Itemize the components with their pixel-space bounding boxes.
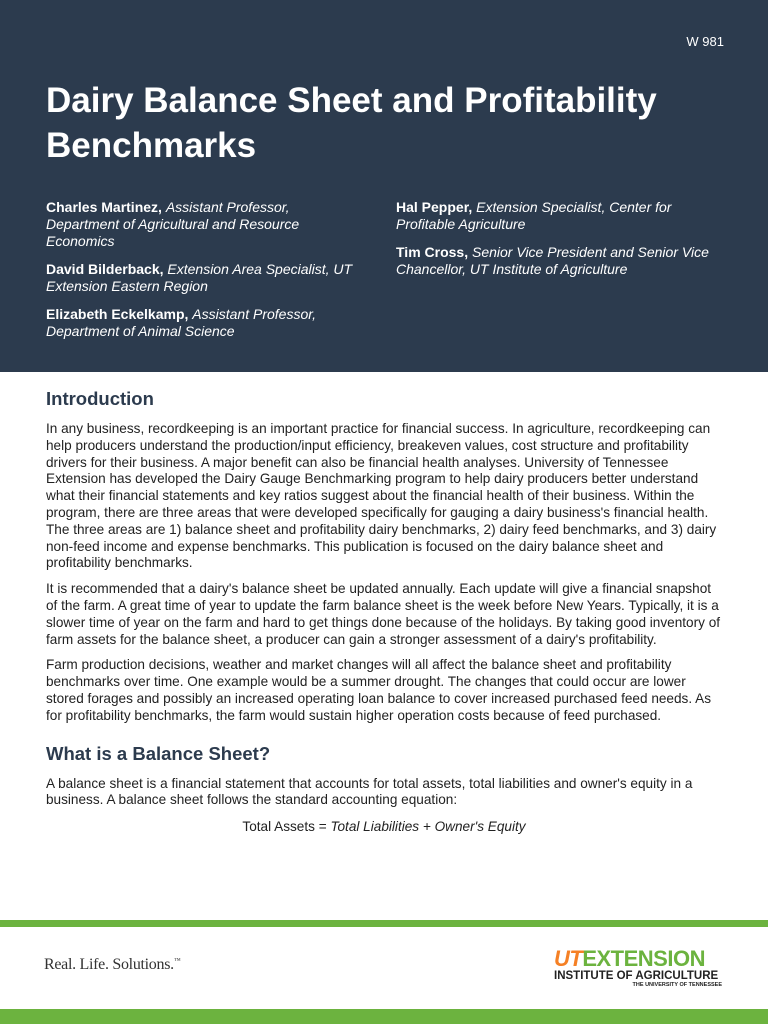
trademark-mark: ™	[173, 956, 181, 965]
author-name: Tim Cross,	[396, 244, 469, 260]
author-role: Assistant Professor, Department of Animal Science	[46, 306, 317, 339]
header-banner	[0, 0, 768, 372]
logo-university-text: THE UNIVERSITY OF TENNESSEE	[632, 982, 722, 988]
ut-extension-logo	[554, 948, 724, 989]
logo-institute-text: INSTITUTE OF AGRICULTURE	[554, 970, 719, 982]
tagline-text: Real. Life. Solutions.	[44, 956, 174, 973]
page-title: Dairy Balance Sheet and Profitability Benchmarks	[46, 81, 657, 165]
equation-left-side: Total Assets =	[242, 819, 331, 835]
author-entry	[46, 199, 366, 250]
logo-wordmark	[554, 948, 724, 970]
footer-tagline	[44, 956, 180, 974]
author-name: Charles Martinez,	[46, 199, 162, 215]
body-paragraph: It is recommended that a dairy's balance sheet be updated annually. Each update will give a financial snapshot of the farm. A great time of year to update the farm balance sheet is the week before New Years. Typically, it is a slower time of year on the farm and hard to get things done because of the holidays. By taking good inventory of farm assets for the balance sheet, a producer can gain a stronger assessment of a dairy's profitability.	[46, 581, 721, 647]
main-content	[46, 388, 722, 836]
author-role: Senior Vice President and Senior Vice Chancellor, UT Institute of Agriculture	[396, 244, 709, 277]
authors-right-column	[396, 199, 726, 289]
author-entry	[46, 306, 366, 340]
author-name: Hal Pepper,	[396, 199, 473, 215]
footer-green-bar	[0, 1009, 768, 1024]
body-paragraph: In any business, recordkeeping is an important practice for financial success. In agriculture, recordkeeping can help producers understand the production/input efficiency, breakeven values, cost structure and profitability drivers for their business. A major benefit can also be financial health analyses. University of Tennessee Extension has developed the Dairy Gauge Benchmarking program to help dairy producers better understand what their financial statements and key ratios suggest about the financial health of their business. Within the program, there are three areas that were developed specifically for gauging a dairy business's financial health. The three areas are 1) balance sheet and profitability dairy benchmarks, 2) dairy feed benchmarks, and 3) dairy non-feed income and expense benchmarks. This publication is focused on the dairy balance sheet and profitability benchmarks.	[46, 421, 717, 571]
footer-green-rule	[0, 920, 768, 927]
author-name: David Bilderback,	[46, 261, 164, 277]
accounting-equation	[46, 819, 722, 836]
author-entry	[396, 244, 726, 278]
author-role: Assistant Professor, Department of Agricultural and Resource Economics	[46, 199, 300, 249]
equation-right-side: Total Liabilities + Owner's Equity	[330, 819, 526, 835]
author-entry	[396, 199, 726, 233]
author-entry	[46, 261, 366, 295]
logo-extension-text: EXTENSION	[582, 946, 705, 971]
section-heading-balance-sheet: What is a Balance Sheet?	[46, 742, 271, 764]
section-heading-introduction: Introduction	[46, 388, 154, 409]
author-name: Elizabeth Eckelkamp,	[46, 306, 189, 322]
author-role: Extension Area Specialist, UT Extension Eastern Region	[46, 261, 353, 294]
logo-ut-mark: UT	[554, 946, 583, 971]
author-role: Extension Specialist, Center for Profitable Agriculture	[396, 199, 672, 232]
body-paragraph: A balance sheet is a financial statement that accounts for total assets, total liabilities and owner's equity in a business. A balance sheet follows the standard accounting equation:	[46, 775, 693, 808]
document-code: W 981	[686, 34, 724, 49]
authors-left-column	[46, 199, 366, 351]
body-paragraph: Farm production decisions, weather and market changes will all affect the balance sheet and profitability benchmarks over time. One example would be a summer drought. The changes that could occur are lower stored forages and possibly an increased operating loan balance to cover increased purchased feed needs. As for profitability benchmarks, the farm would sustain higher operation costs because of feed purchased.	[46, 657, 712, 723]
